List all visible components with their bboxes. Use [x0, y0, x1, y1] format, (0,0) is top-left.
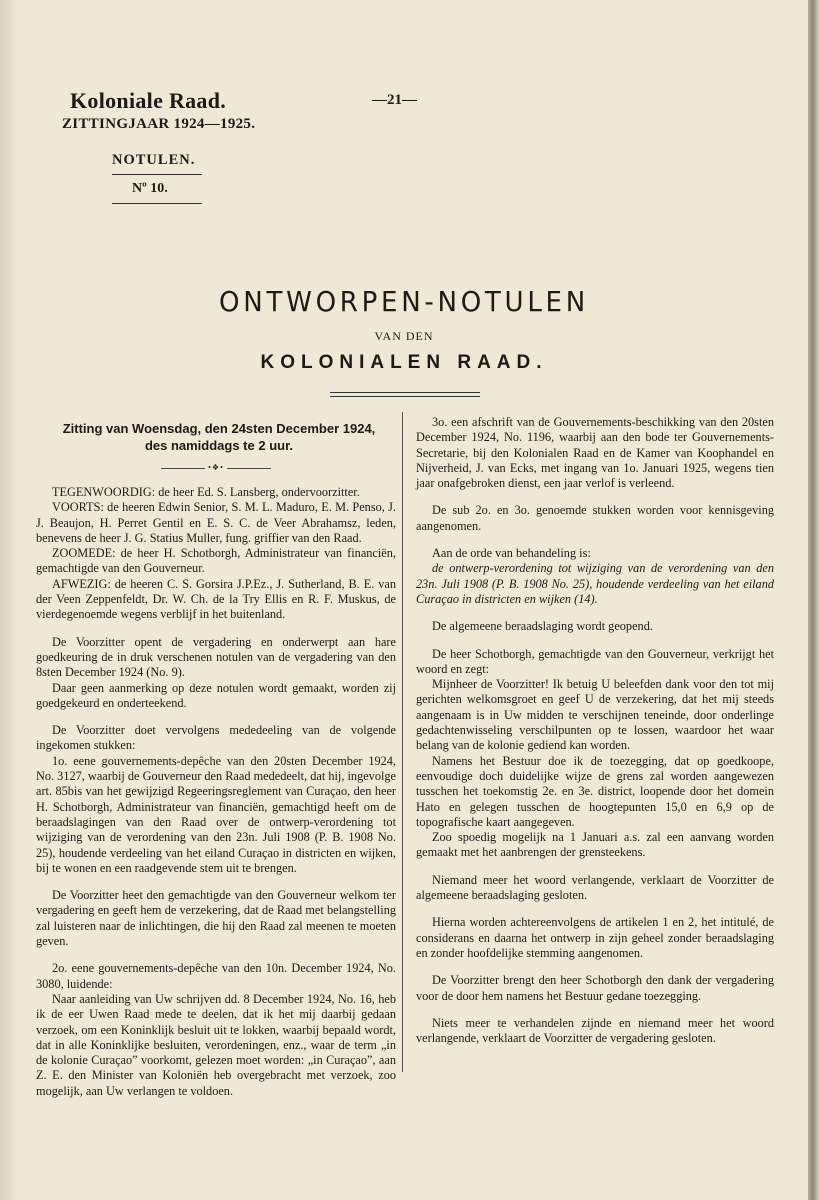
paragraph-welcome: De Voorzitter heet den gemachtigde van den Gouverneur welkom ter vergadering en geeft hem de verzekering, dat de Raad met belangstelling zal luisteren naar de inlichtingen, die hij den Raad zal meenen te moeten geven.: [36, 888, 396, 949]
masthead-van-den: VAN DEN: [374, 329, 434, 343]
session-year: ZITTINGJAAR 1924—1925.: [62, 116, 256, 132]
paragraph-approval: Daar geen aanmerking op deze notulen wordt gemaakt, worden zij goedgekeurd en onderteekend.: [36, 680, 396, 710]
divider: [112, 174, 202, 175]
ornament: •❖•: [205, 463, 227, 472]
paragraph-likewise: ZOOMEDE: de heer H. Schotborgh, Administrateur van financiën, gemachtigde van den Gouverneur.: [36, 546, 396, 576]
divider: [330, 396, 480, 397]
paragraph-speech-3: Zoo spoedig mogelijk na 1 Januari a.s. zal een aanvang worden gemaakt met het aanbrengen der grensteekens.: [416, 830, 774, 860]
paragraph-opening: De Voorzitter opent de vergadering en onderwerpt aan hare goedkeuring de in druk verschenen notulen van de vergadering van den 8sten December 1924 (No. 9).: [36, 634, 396, 680]
paragraph-debate-closed: Niemand meer het woord verlangende, verklaart de Voorzitter de algemeene beraadslaging gesloten.: [416, 872, 774, 903]
paragraph-item-1: 1o. eene gouvernements-depêche van den 20sten December 1924, No. 3127, waarbij de Gouverneur den Raad mededeelt, dat hij, ingevolge art. 85bis van het gewijzigd Regeeringsreglement van Curaçao, den heer H. Schotborgh, Administrateur van financiën, gemachtigd heeft om de beraadslagingen van den Raad over de ontwerp-verordening tot wijziging van de verordening van den 23n. Juli 1908 (P. B. 1908 No. 25), houdende verdeeling van het eiland Curaçao in districten en wijken, bij te wonen en een raadgevende stem uit te brengen.: [36, 753, 396, 875]
masthead-title: ONTWORPEN-NOTULEN: [219, 285, 589, 318]
page-edge: [808, 0, 820, 1200]
council-title: Koloniale Raad.: [70, 88, 227, 113]
paragraph-debate-opened: De algemeene beraadslaging wordt geopend.: [432, 619, 653, 634]
paragraph-incoming: De Voorzitter doet vervolgens mededeeling van de volgende ingekomen stukken:: [36, 723, 396, 753]
paragraph-closing: Niets meer te verhandelen zijnde en niemand meer het woord verlangende, verklaart de Voorzitter de vergadering gesloten.: [416, 1015, 774, 1046]
paragraph-speech-1: Mijnheer de Voorzitter! Ik betuig U beleefden dank voor den tot mij gerichten welkomsgroet en geef U de verzekering, dat het mij steeds aangenaam is in Uw midden te verschijnen teneinde, door onderlinge gedachtenwisseling verschilpunten op te lossen, waardoor het waar belang van de kolonie gediend kan worden.: [416, 677, 774, 753]
paragraph-schotborgh: De heer Schotborgh, gemachtigde van den Gouverneur, verkrijgt het woord en zegt:: [416, 646, 774, 676]
paragraph-item-3: 3o. een afschrift van de Gouvernements-beschikking van den 20sten December 1924, No. 1196, waarbij aan den bode ter Gouvernements-Secretarie, bij den Kolonialen Raad en de Kamer van Koophandel en Nijverheid, J. van Ecks, met ingang van 1o. Januari 1925, wegens tien jaar onafgebroken dienst, een jaar verlof is verleend.: [416, 415, 774, 491]
masthead-raad: KOLONIALEN RAAD.: [260, 352, 548, 373]
page-spine: [0, 0, 18, 1200]
header-block: [62, 88, 255, 133]
paragraph-adopted: Hierna worden achtereenvolgens de artikelen 1 en 2, het intitulé, de considerans en daarna het ontwerp in zijn geheel zonder beraadslaging en zonder hoofdelijke stemming aangenomen.: [416, 915, 774, 960]
divider: [112, 203, 202, 204]
session-heading-line1: Zitting van Woensdag, den 24sten December 1924,: [62, 421, 376, 436]
paragraph-also: VOORTS: de heeren Edwin Senior, S. M. L. Maduro, E. M. Penso, J. J. Beaujon, H. Perret Gentil en E. S. C. de Veer Abrahamsz, leden, benevens de heer J. G. Statius Muller, fung. griffier van den Raad.: [36, 500, 396, 545]
page-number: —21—: [372, 92, 417, 108]
left-column: [36, 420, 396, 1099]
paragraph-item-2: 2o. eene gouvernements-depêche van den 10n. December 1924, No. 3080, luidende:: [36, 961, 396, 991]
session-heading-line2: des namiddags te 2 uur.: [144, 438, 294, 453]
notulen-label: NOTULEN.: [112, 152, 196, 168]
paragraph-present: TEGENWOORDIG: de heer Ed. S. Lansberg, ondervoorzitter.: [52, 485, 360, 499]
paragraph-absent: AFWEZIG: de heeren C. S. Gorsira J.P.Ez., J. Sutherland, B. E. van der Veen Zeppenfeldt, Dr. W. Ch. de la Try Ellis en R. F. Muskus, de vierdegenoemde wegens verblijf in het buitenland.: [36, 576, 396, 622]
column-separator: [402, 412, 403, 1072]
right-column: [416, 415, 774, 1046]
divider: [330, 392, 480, 393]
issue-number: Nº 10.: [132, 181, 168, 196]
paragraph-agenda-item: de ontwerp-verordening tot wijziging van de verordening van den 23n. Juli 1908 (P. B. 1908 No. 25), houdende verdeeling van het eiland Curaçao in districten en wijken (14).: [416, 561, 774, 606]
paragraph-agenda: Aan de orde van behandeling is:: [432, 546, 591, 561]
paragraph-speech-2: Namens het Bestuur doe ik de toezegging, dat op goedkoope, eenvoudige doch duidelijke wijze de grens zal worden aangewezen tusschen het toekomstig 2e. en 3e. district, loopende door het domein Hato en gelegen tusschen de hoogtepunten 15,0 en 6,9 op de topografische kaart aangegeven.: [416, 753, 774, 829]
ornament-divider: [161, 463, 271, 477]
paragraph-letter: Naar aanleiding van Uw schrijven dd. 8 December 1924, No. 16, heb ik de eer Uwen Raad mede te deelen, dat ik het mij daarbij gedaan verzoek, om een Koninklijk besluit uit te lokken, waarbij bepaald wordt, dat in alle Koninklijke besluiten, verordeningen, enz., waar de term „in de kolonie Curaçao” voorkomt, gelezen moet worden: „in Curaçao”, aan Z. E. den Minister van Koloniën heb overgebracht met verzoek, zoo mogelijk, aan Uw verlangen te voldoen.: [36, 991, 396, 1098]
paragraph-thanks: De Voorzitter brengt den heer Schotborgh den dank der vergadering voor de door hem namens het Bestuur gedane toezegging.: [416, 973, 774, 1003]
paragraph-acknowledged: De sub 2o. en 3o. genoemde stukken worden voor kennisgeving aangenomen.: [416, 503, 774, 533]
